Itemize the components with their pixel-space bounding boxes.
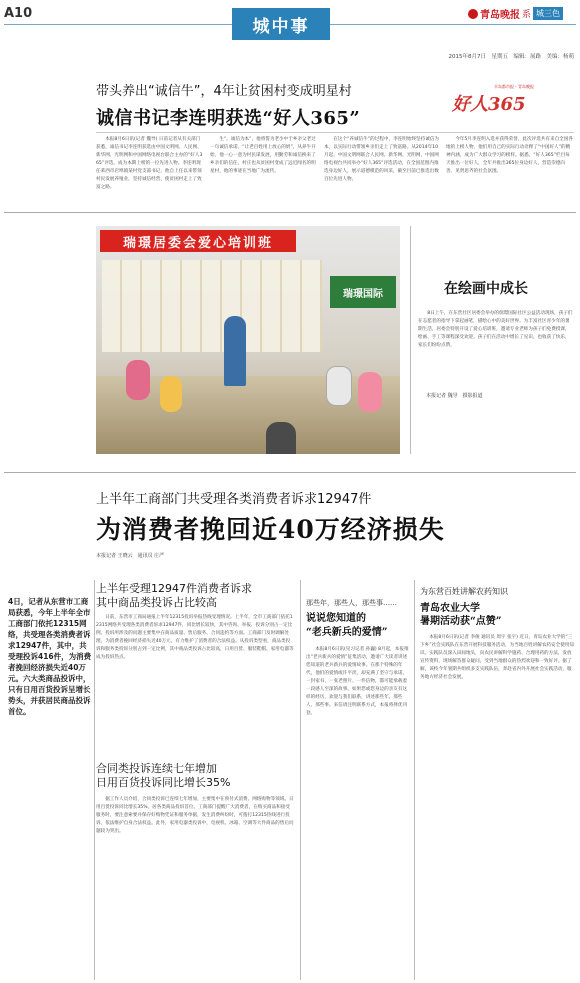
story4-headline: 说说您知道的 “老兵新兵的爱情” xyxy=(306,613,388,638)
story1-col-4 xyxy=(446,136,574,204)
story1-bottom-rule xyxy=(4,212,576,213)
photo-banner-text: 瑞璟居委会爱心培训班 xyxy=(122,235,273,251)
page-number: A10 xyxy=(4,6,33,21)
photo-person-child-3 xyxy=(326,366,352,406)
story1-headline: 诚信书记李连明获选“好人365” xyxy=(96,108,361,129)
story5-headline: 青岛农业大学 暑期活动获“点赞” xyxy=(420,603,502,627)
story2-credit: 本报记者 魏导 摄影报道 xyxy=(426,393,483,399)
story2-separator xyxy=(410,226,411,454)
photo-person-teacher xyxy=(224,316,246,386)
story5-separator xyxy=(414,580,415,980)
photo-banner xyxy=(100,230,296,252)
story5-body-text: 本报8月6日讯(记者 李俊 通讯员 周宇 张宇) 近日，青岛农业大学的“三下乡”社会实践队在东营开展科技服务活动，为当地百姓讲解农药安全使用知识。实践队员深入田间地头，向农民讲解科学施药、合理用药的方法，发放宣传资料，现场解答群众疑问，受到当地群众的热烈欢迎和一致好评。据了解，该校今年暑期共组织多支实践队伍，奔赴省内外开展社会实践活动，服务地方经济社会发展。 xyxy=(420,635,574,680)
story3-byline: 本报记者 王晓云 通讯员 庄严 xyxy=(96,553,165,559)
section-tab xyxy=(232,8,330,40)
story3-body-1-text: 日前，东营市工商局通报上半年12315投诉举报热线受理情况。上半年，全市工商部门依托12315网络共受理各类消费者诉求12947件，同比增长较快，其中咨询、举报、投诉分别占一定比例。投诉所涉及的问题主要集中在商品质量、售后服务、合同违约等方面。工商部门及时调解处理，为消费者挽回经济损失近40万元，有力维护了消费者的合法权益。从投诉类型看，商品类投诉和服务类投诉分别占到一定比例，其中商品类投诉占比较高，日用百货、服装鞋帽、家用电器等成为投诉热点。 xyxy=(96,615,294,660)
story3-sidebar xyxy=(8,596,92,844)
story3-body-2-text: 据工作人员介绍，合同类投诉已连续七年增加，主要集中在预付式消费、网络购物等领域。日用百货投诉同比增长35%，居各类商品投诉首位。工商部门提醒广大消费者，在购买商品和接受服务时，要注意索要并保存好购物凭证和服务单据，发生消费纠纷时，可拨打12315热线进行投诉，依法维护自身合法权益。此外，家用电器类投诉中，电视机、冰箱、空调等大件商品的售后问题较为突出。 xyxy=(96,797,294,834)
photo-wall-sign xyxy=(330,276,396,308)
story1-col-2 xyxy=(210,136,318,204)
story2-body-text: 8日上午，在东营社区居委会举办的瑞璟国际社区公益活动现场，孩子们在志愿者的指导下拿起画笔，描绘心中的美好世界。为丰富社区青少年的暑期生活，居委会特别开设了爱心培训班，邀请专业老师为孩子们免费授课，绘画、手工等课程深受欢迎。孩子们在活动中增长了见识，也收获了快乐，家长们纷纷点赞。 xyxy=(418,311,573,348)
story3-top-rule xyxy=(4,472,576,473)
story3-body-2 xyxy=(96,796,294,972)
photo-person-child-2 xyxy=(160,376,182,412)
story1-kicker: 带头养出“诚信牛”，4年让贫困村变成明星村 xyxy=(96,84,352,99)
story3-body-1 xyxy=(96,614,294,754)
story1-divider xyxy=(96,132,574,133)
section-badge: 城三色 xyxy=(533,7,563,20)
story4-kicker: 那些年，那些人，那些事…… xyxy=(306,599,397,607)
story1-col-2-text: 生“。诚信为本”，他将誓为老少中于乡亲父老过一句诚信承诺。“让老百姓用上放心的奶”，从养牛开始，他一心一意为村民谋发展，用勤劳和诚信换来了乡亲们的信任，村庄也从贫困村变成了远近闻名的明星村，他的事迹在当地广为流传。 xyxy=(210,137,316,174)
photo-drawings-wall xyxy=(102,260,322,352)
paper-name: 青岛晚报 xyxy=(480,10,520,21)
story2-headline: 在绘画中成长 xyxy=(444,281,528,297)
story4-body xyxy=(306,646,410,976)
date-line: 2015年8月7日 星期五 编辑：展路 美编：杨萌 xyxy=(448,54,574,60)
photo-person-child-1 xyxy=(126,360,150,400)
haoren-logo-top: 半岛都市报・青岛晚报 xyxy=(494,84,534,89)
story4-body-text: 本报8月6日讯(见习记者 孙巍) 8月起，本报推出“老兵新兵的爱情”征集活动，邀请广大读者讲述您知道的老兵新兵的爱情故事。在那个特殊的年代，他们的爱情或许平淡，却充满了坚守与承诺。一封家书、一张老照片、一件信物，都可能承载着一段感人至深的故事。如果您或您身边的亲友有这样的经历，欢迎与我们联系，讲述那些年、那些人、那些事。来信请注明联系方式，本报将择优刊登。 xyxy=(306,647,409,716)
section-title: 城中事 xyxy=(252,16,310,37)
paper-suffix: 系 xyxy=(522,10,532,20)
haoren-logo xyxy=(452,84,552,118)
photo-person-child-5 xyxy=(266,422,296,454)
story3-kicker: 上半年工商部门共受理各类消费者诉求12947件 xyxy=(96,492,372,507)
story5-kicker: 为东营百姓讲解农药知识 xyxy=(420,587,508,596)
story3-sidebar-text: 4日，记者从东营市工商局获悉，今年上半年全市工商部门依托12315网络，共受理各类消费者诉求12947件，其中，共受理投诉416件，为消费者挽回经济损失近40万元。六大类商品投诉中，只有日用百货投诉呈增长势头，并获居民商品投诉首位。 xyxy=(8,597,92,716)
photo-person-child-4 xyxy=(358,372,382,412)
story1-col-4-text: 今年5月李连明入选并获得荣誉，此次评选共有来自全国各地的上榜人物，他们用自己的实际行动诠释了“中国好人”的精神内涵，成为广大群众学习的榜样。据悉，“好人365”栏目每天推出一位好人，全年共推出365位身边好人，营造崇德向善、见贤思齐的社会氛围。 xyxy=(446,137,573,174)
story3-subhead-1: 上半年受理12947件消费者诉求 其中商品类投诉占比较高 xyxy=(96,582,252,609)
story1-col-1-text: 本报8月6日讯(记者 魏导) 日前记者从有关部门获悉，诚信书记李连明获选由中国文明网、人民网、新华网、光明网和中国网络电视台联合主办的“好人365”评选，成为本期上榜的一位先进人物。李连明现任莱西市店埠镇某村党支部书记，他自上任以来带领村民发展养殖业，坚持诚信经营，使贫困村走上了致富之路。 xyxy=(96,137,203,190)
story1-col-1 xyxy=(96,136,204,204)
classroom-photo xyxy=(96,226,400,454)
sidebar-divider xyxy=(94,580,95,980)
paper-brand xyxy=(468,6,563,21)
masthead-rule-right xyxy=(330,24,576,25)
story1-col-3-text: 在这个“养诚信牛”的过程中，李连明始终坚持诚信为本，以实际行动带领乡亲们走上了致富路。从2014年10月起，中国文明网联合人民网、新华网、光明网、中国网络电视台共同举办“好人365”评选活动，在全国范围内推选身边好人，展示道德模范的风采，截至目前已推选出数百位先进人物。 xyxy=(324,137,440,182)
story2-body xyxy=(418,310,574,386)
haoren-logo-text: 好人365 xyxy=(452,94,526,115)
story1-col-3 xyxy=(324,136,440,204)
masthead-rule-left xyxy=(4,24,234,25)
paper-logo-icon xyxy=(468,9,478,19)
story5-body xyxy=(420,634,574,974)
photo-wall-sign-text: 瑞璟国际 xyxy=(343,288,383,300)
story3-subhead-2: 合同类投诉连续七年增加 日用百货投诉同比增长35% xyxy=(96,762,231,789)
story3-headline: 为消费者挽回近40万经济损失 xyxy=(96,515,445,544)
story4-separator xyxy=(300,580,301,980)
